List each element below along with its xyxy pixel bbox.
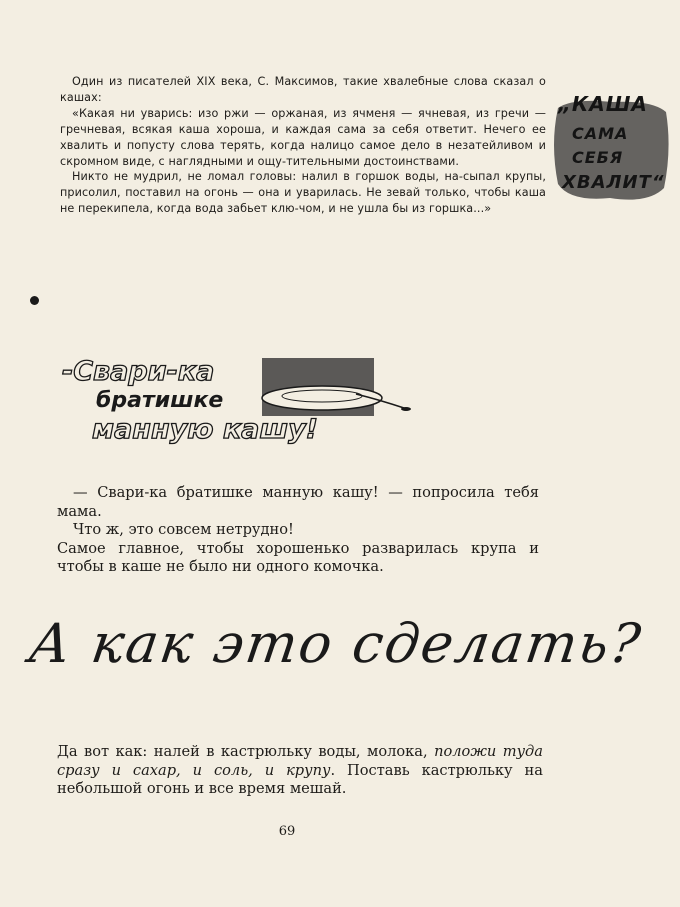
heading-art-line-1: -Свари-ка xyxy=(62,356,215,387)
badge-line-3: СЕБЯ xyxy=(572,148,624,167)
body-paragraph-1: — Свари-ка братишке манную кашу! — попросила тебя мама. xyxy=(57,484,539,520)
body-paragraph-3: Самое главное, чтобы хорошенько разварилась крупа и чтобы в каше не было ни одного комочка. xyxy=(57,539,539,575)
section-bullet xyxy=(30,296,39,305)
bottom-paragraph xyxy=(57,743,543,799)
kasha-badge xyxy=(552,94,672,206)
quote-intro: Один из писателей XIX века, С. Максимов, такие хвалебные слова сказал о кашах: xyxy=(60,75,546,104)
bottom-text-part-1: Да вот как: налей в кастрюльку воды, молока, xyxy=(57,743,435,760)
heading-art-line-2: братишке xyxy=(96,388,224,413)
heading-art-line-3: манную кашу! xyxy=(92,414,318,445)
semolina-heading-art xyxy=(60,354,420,454)
body-paragraphs xyxy=(57,484,539,577)
script-heading: А как это сделать? xyxy=(25,612,646,675)
maksimov-quote xyxy=(60,74,546,217)
badge-line-2: САМА xyxy=(572,124,629,143)
badge-line-1: „КАША xyxy=(558,92,648,116)
body-paragraph-2: Что ж, это совсем нетрудно! xyxy=(73,521,294,538)
page-number: 69 xyxy=(278,824,296,839)
badge-line-4: ХВАЛИТ“ xyxy=(562,172,665,193)
bottom-text-italic: положи туда сразу и сахар, и соль, и крупу xyxy=(57,743,544,779)
quote-paragraph-1: «Какая ни уварись: изо ржи — оржаная, из ячменя — ячневая, из гречи — гречневая, всякая каша хороша, и каждая сама за себя ответит. Нечего ее хвалить и попусту слова терять, когда налицо самое дело в незатейливом и скромном виде, с наглядными и ощу-тительными достоинствами. xyxy=(60,106,546,168)
bottom-text-part-3: . Поставь кастрюльку на небольшой огонь и все время мешай. xyxy=(57,761,543,797)
quote-paragraph-2: Никто не мудрил, не ломал головы: налил в горшок воды, на-сыпал крупы, присолил, поставил на огонь — она и уварилась. Не зевай только, чтобы каша не перекипела, когда вода забьет клю-чом, и не ушла бы из горшка...» xyxy=(60,170,546,216)
